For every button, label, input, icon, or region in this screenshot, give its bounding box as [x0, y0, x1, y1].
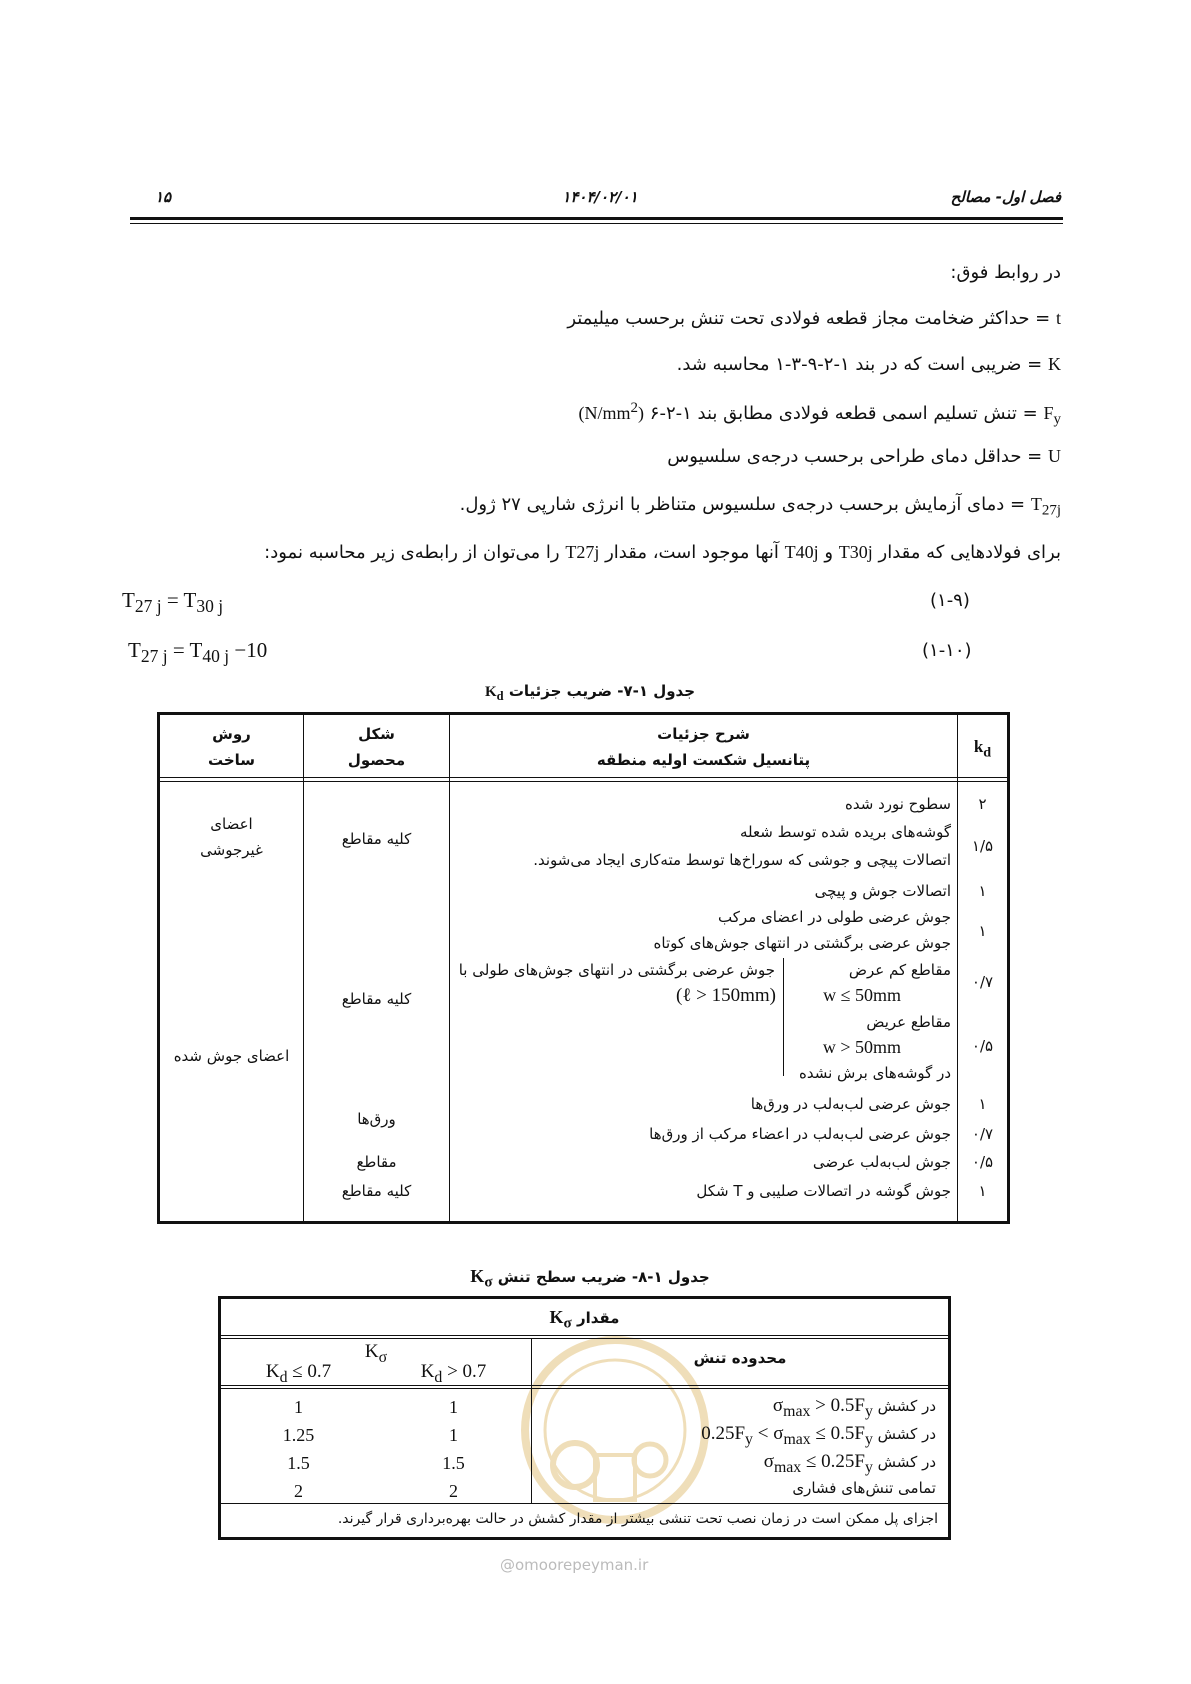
header-date: ۱۴۰۴/۰۲/۰۱ — [562, 188, 638, 206]
detail-row: جوش عرضی لب‌به‌لب در اعضاء مرکب از ورق‌ها — [649, 1125, 951, 1143]
col-kd-le: $K_d \le 0.7$ — [265, 1361, 332, 1386]
header-kd: $k_d$ — [973, 737, 992, 761]
ks-gt-value: 1.5 — [442, 1453, 465, 1473]
definition-fy: $F_y$ = تنش تسلیم اسمی قطعه فولادی مطابق بند ۱-۲-۶ $(N/mm^2)$ — [578, 400, 1061, 428]
watermark-site: @omoorepeyman.ir — [500, 1556, 649, 1574]
header-method: روش ساخت — [207, 725, 256, 769]
kd-value: ۰/۵ — [971, 1153, 994, 1171]
table1-caption: جدول ۱-۷- ضریب جزئیات $K_d$ — [484, 682, 696, 703]
method-nonwelded: اعضای غیرجوشی — [200, 815, 263, 859]
ks-gt-value: 2 — [449, 1481, 458, 1501]
detail-row: سطوح نورد شده — [845, 795, 951, 813]
ks-header: $K_\sigma$ — [364, 1341, 388, 1366]
detail-row: جوش عرضی برگشتی در انتهای جوش‌های کوتاه — [653, 934, 951, 952]
narrow-section-label: مقاطع کم عرض — [848, 961, 951, 979]
ks-le-value: 1.25 — [282, 1425, 315, 1445]
detail-factor-table — [157, 712, 1010, 1224]
detail-row: جوش عرضی طولی در اعضای مرکب — [718, 908, 951, 926]
ks-le-value: 1.5 — [287, 1453, 310, 1473]
wide-section-condition: w > 50mm — [822, 1037, 901, 1057]
equation-1-9: $T_{27 j} = T_{30 j}$ — [122, 588, 224, 617]
header-rule-thin — [130, 223, 1063, 224]
table2-footnote: اجزای پل ممکن است در زمان نصب تحت تنشی بیشتر از مقدار کشش در حالت بهره‌برداری قرار گیرند. — [337, 1511, 938, 1527]
header-description: شرح جزئیات پتانسیل شکست اولیه منطقه — [596, 725, 811, 769]
definition-t: t = حداکثر ضخامت مجاز قطعه فولادی تحت تنش برحسب میلیمتر — [567, 308, 1061, 329]
equation-1-10: $T_{27 j} = T_{40 j} -10$ — [128, 638, 268, 667]
definition-u: U = حداقل دمای طراحی برحسب درجه‌ی سلسیوس — [667, 446, 1061, 467]
col-kd-gt: $K_d > 0.7$ — [420, 1361, 487, 1386]
header-rule-thick — [130, 217, 1063, 220]
header-shape: شکل محصول — [347, 725, 406, 769]
value-header: $K_\sigma$ مقدار — [549, 1307, 620, 1332]
ks-gt-value: 1 — [449, 1397, 458, 1417]
ks-gt-value: 1 — [449, 1425, 458, 1445]
shape-plates: ورق‌ها — [357, 1110, 396, 1128]
definition-t27j: $T_{27j}$ = دمای آزمایش برحسب درجه‌ی سلسیوس متناظر با انرژی شارپی ۲۷ ژول. — [459, 494, 1061, 519]
long-weld-label: جوش عرضی برگشتی در انتهای جوش‌های طولی با — [458, 961, 775, 979]
shape-sections: مقاطع — [356, 1153, 397, 1171]
detail-row: اتصالات پیچی و جوشی که سوراخ‌ها توسط مته‌کاری ایجاد می‌شوند. — [533, 851, 951, 869]
kd-value: ۰/۷ — [971, 1125, 994, 1143]
method-welded: اعضای جوش شده — [173, 1047, 290, 1065]
table2-caption: جدول ۱-۸- ضریب سطح تنش $K_\sigma$ — [470, 1266, 710, 1291]
steel-paragraph: برای فولادهایی که مقدار T30j و T40j آنها موجود است، مقدار T27j را می‌توان از رابطه‌ی زیر محاسبه نمود: — [264, 542, 1061, 563]
definition-k: K = ضریبی است که در بند ۱-۲-۹-۳-۱ محاسبه شد. — [676, 354, 1061, 375]
range-header: محدوده تنش — [693, 1349, 787, 1367]
kd-value: ۲ — [978, 795, 987, 813]
stress-level-factor-table — [218, 1296, 951, 1540]
stress-range-row: در کشش $0.25F_y < \sigma_{max} \le 0.5F_y$ — [701, 1423, 936, 1448]
kd-value: ۱/۵ — [971, 837, 994, 855]
kd-value: ۱ — [978, 1182, 987, 1200]
detail-row: گوشه‌های بریده شده توسط شعله — [740, 823, 951, 841]
detail-row: اتصالات جوش و پیچی — [814, 882, 951, 900]
shape-all-sections-2: کلیه مقاطع — [341, 990, 412, 1008]
detail-row: جوش عرضی لب‌به‌لب در ورق‌ها — [750, 1095, 951, 1113]
shape-all-sections-3: کلیه مقاطع — [341, 1182, 412, 1200]
chapter-title: فصل اول- مصالح — [950, 188, 1061, 206]
ks-le-value: 1 — [294, 1397, 303, 1417]
ks-le-value: 2 — [294, 1481, 303, 1501]
stress-range-row: در کشش $\sigma_{max} \le 0.25F_y$ — [763, 1451, 936, 1476]
shape-all-sections-1: کلیه مقاطع — [341, 830, 412, 848]
equation-number-1-9: (۱-۹) — [930, 590, 970, 611]
stress-range-row: در کشش $\sigma_{max} > 0.5F_y$ — [772, 1395, 936, 1420]
wide-section-note: در گوشه‌های برش نشده — [799, 1064, 951, 1082]
wide-section-label: مقاطع عریض — [866, 1013, 951, 1031]
stress-range-row: تمامی تنش‌های فشاری — [792, 1479, 936, 1497]
kd-value: ۰/۷ — [971, 973, 994, 991]
kd-value: ۰/۵ — [971, 1037, 994, 1055]
narrow-section-condition: w ≤ 50mm — [823, 985, 901, 1005]
intro-text: در روابط فوق: — [950, 262, 1061, 283]
kd-value: ۱ — [978, 882, 987, 900]
kd-value: ۱ — [978, 1095, 987, 1113]
equation-number-1-10: (۱-۱۰) — [922, 640, 972, 661]
kd-value: ۱ — [978, 922, 987, 940]
page-number: ۱۵ — [155, 188, 172, 206]
long-weld-condition: (ℓ > 150mm) — [675, 985, 776, 1006]
detail-row: جوش لب‌به‌لب عرضی — [812, 1153, 951, 1171]
detail-row: جوش گوشه در اتصالات صلیبی و T شکل — [696, 1182, 951, 1200]
